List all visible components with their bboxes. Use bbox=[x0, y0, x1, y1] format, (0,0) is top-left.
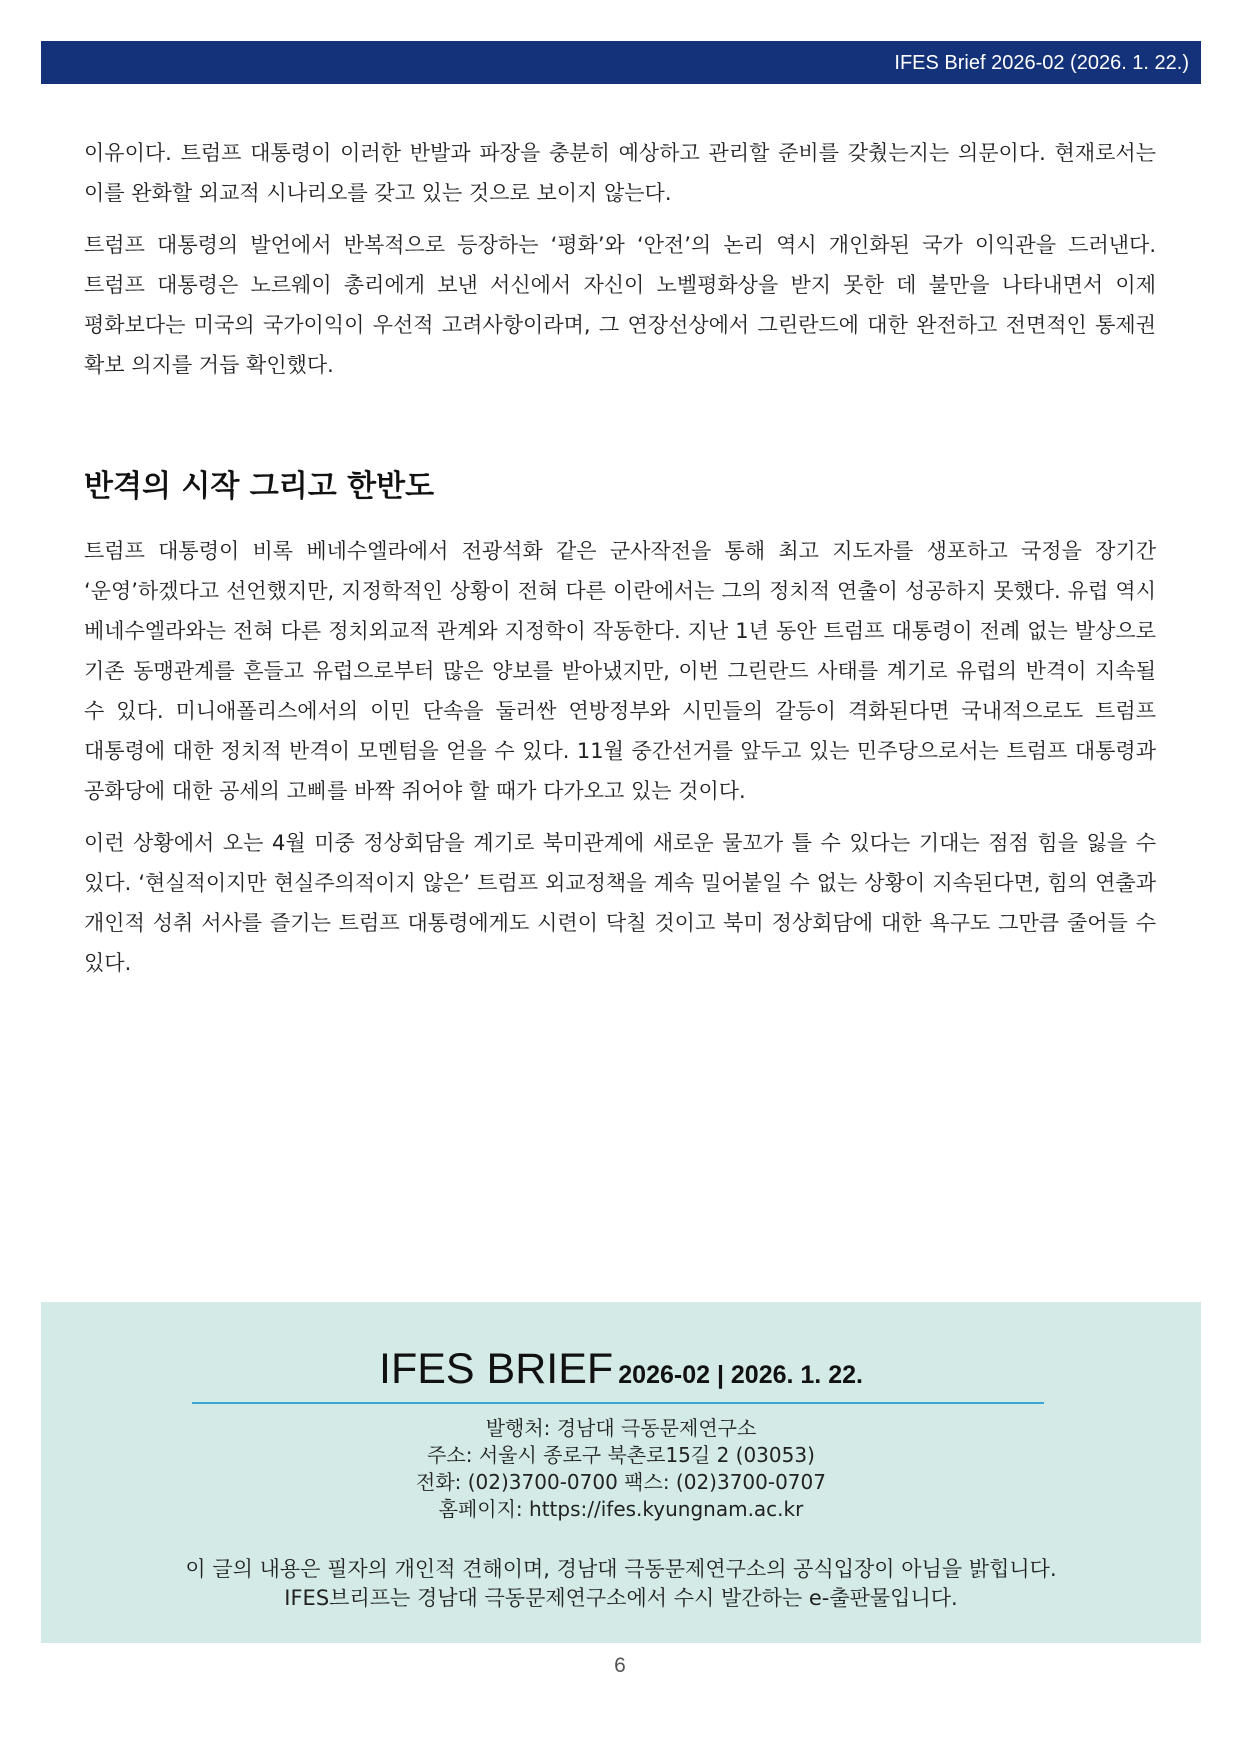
header-bar bbox=[41, 41, 1201, 84]
article-body bbox=[84, 133, 1156, 983]
footer-brand: IFES BRIEF bbox=[379, 1345, 614, 1393]
body-paragraph: 트럼프 대통령의 발언에서 반복적으로 등장하는 ‘평화’와 ‘안전’의 논리 역시 개인화된 국가 이익관을 드러낸다. 트럼프 대통령은 노르웨이 총리에게 보낸 서신에서 자신이 노벨평화상을 받지 못한 데 불만을 나타내면서 이제 평화보다는 미국의 국가이익이 우선적 고려사항이라며, 그 연장선상에서 그린란드에 대한 완전하고 전면적인 통제권 확보 의지를 거듭 확인했다. bbox=[84, 233, 1156, 377]
publication-info-box bbox=[41, 1302, 1201, 1643]
header-running-title: IFES Brief 2026-02 (2026. 1. 22.) bbox=[894, 52, 1189, 74]
footer-address: 주소: 서울시 종로구 북촌로15길 2 (03053) bbox=[427, 1443, 815, 1467]
footer-homepage: 홈페이지: https://ifes.kyungnam.ac.kr bbox=[438, 1497, 804, 1521]
section-heading: 반격의 시작 그리고 한반도 bbox=[84, 469, 435, 504]
footer-issue: 2026-02 | 2026. 1. 22. bbox=[618, 1361, 863, 1389]
footer-title bbox=[41, 1344, 1201, 1394]
footer-divider bbox=[192, 1402, 1044, 1404]
body-paragraph: 트럼프 대통령이 비록 베네수엘라에서 전광석화 같은 군사작전을 통해 최고 지도자를 생포하고 국정을 장기간 ‘운영’하겠다고 선언했지만, 지정학적인 상황이 전혀 다른 이란에서는 그의 정치적 연출이 성공하지 못했다. 유럽 역시 베네수엘라와는 전혀 다른 정치외교적 관계와 지정학이 작동한다. 지난 1년 동안 트럼프 대통령이 전례 없는 발상으로 기존 동맹관계를 흔들고 유럽으로부터 많은 양보를 받아냈지만, 이번 그린란드 사태를 계기로 유럽의 반격이 지속될 수 있다. 미니애폴리스에서의 이민 단속을 둘러싼 연방정부와 시민들의 갈등이 격화된다면 국내적으로도 트럼프 대통령에 대한 정치적 반격이 모멘텀을 얻을 수 있다. 11월 중간선거를 앞두고 있는 민주당으로서는 트럼프 대통령과 공화당에 대한 공세의 고삐를 바짝 쥐어야 할 때가 다가오고 있는 것이다. bbox=[84, 539, 1156, 803]
footer-contact-info bbox=[41, 1415, 1201, 1523]
footer-disclaimer-line: IFES브리프는 경남대 극동문제연구소에서 수시 발간하는 e-출판물입니다. bbox=[284, 1586, 958, 1610]
body-paragraph: 이유이다. 트럼프 대통령이 이러한 반발과 파장을 충분히 예상하고 관리할 준비를 갖췄는지는 의문이다. 현재로서는 이를 완화할 외교적 시나리오를 갖고 있는 것으로 보이지 않는다. bbox=[84, 141, 1156, 205]
footer-phone-fax: 전화: (02)3700-0700 팩스: (02)3700-0707 bbox=[416, 1470, 826, 1494]
footer-disclaimer bbox=[41, 1555, 1201, 1613]
footer-disclaimer-line: 이 글의 내용은 필자의 개인적 견해이며, 경남대 극동문제연구소의 공식입장이 아님을 밝힙니다. bbox=[185, 1557, 1057, 1581]
footer-publisher: 발행처: 경남대 극동문제연구소 bbox=[485, 1416, 757, 1440]
body-paragraph: 이런 상황에서 오는 4월 미중 정상회담을 계기로 북미관계에 새로운 물꼬가 틀 수 있다는 기대는 점점 힘을 잃을 수 있다. ‘현실적이지만 현실주의적이지 않은’ 트럼프 외교정책을 계속 밀어붙일 수 없는 상황이 지속된다면, 힘의 연출과 개인적 성취 서사를 즐기는 트럼프 대통령에게도 시련이 닥칠 것이고 북미 정상회담에 대한 욕구도 그만큼 줄어들 수 있다. bbox=[84, 831, 1156, 975]
page-number: 6 bbox=[614, 1654, 626, 1677]
